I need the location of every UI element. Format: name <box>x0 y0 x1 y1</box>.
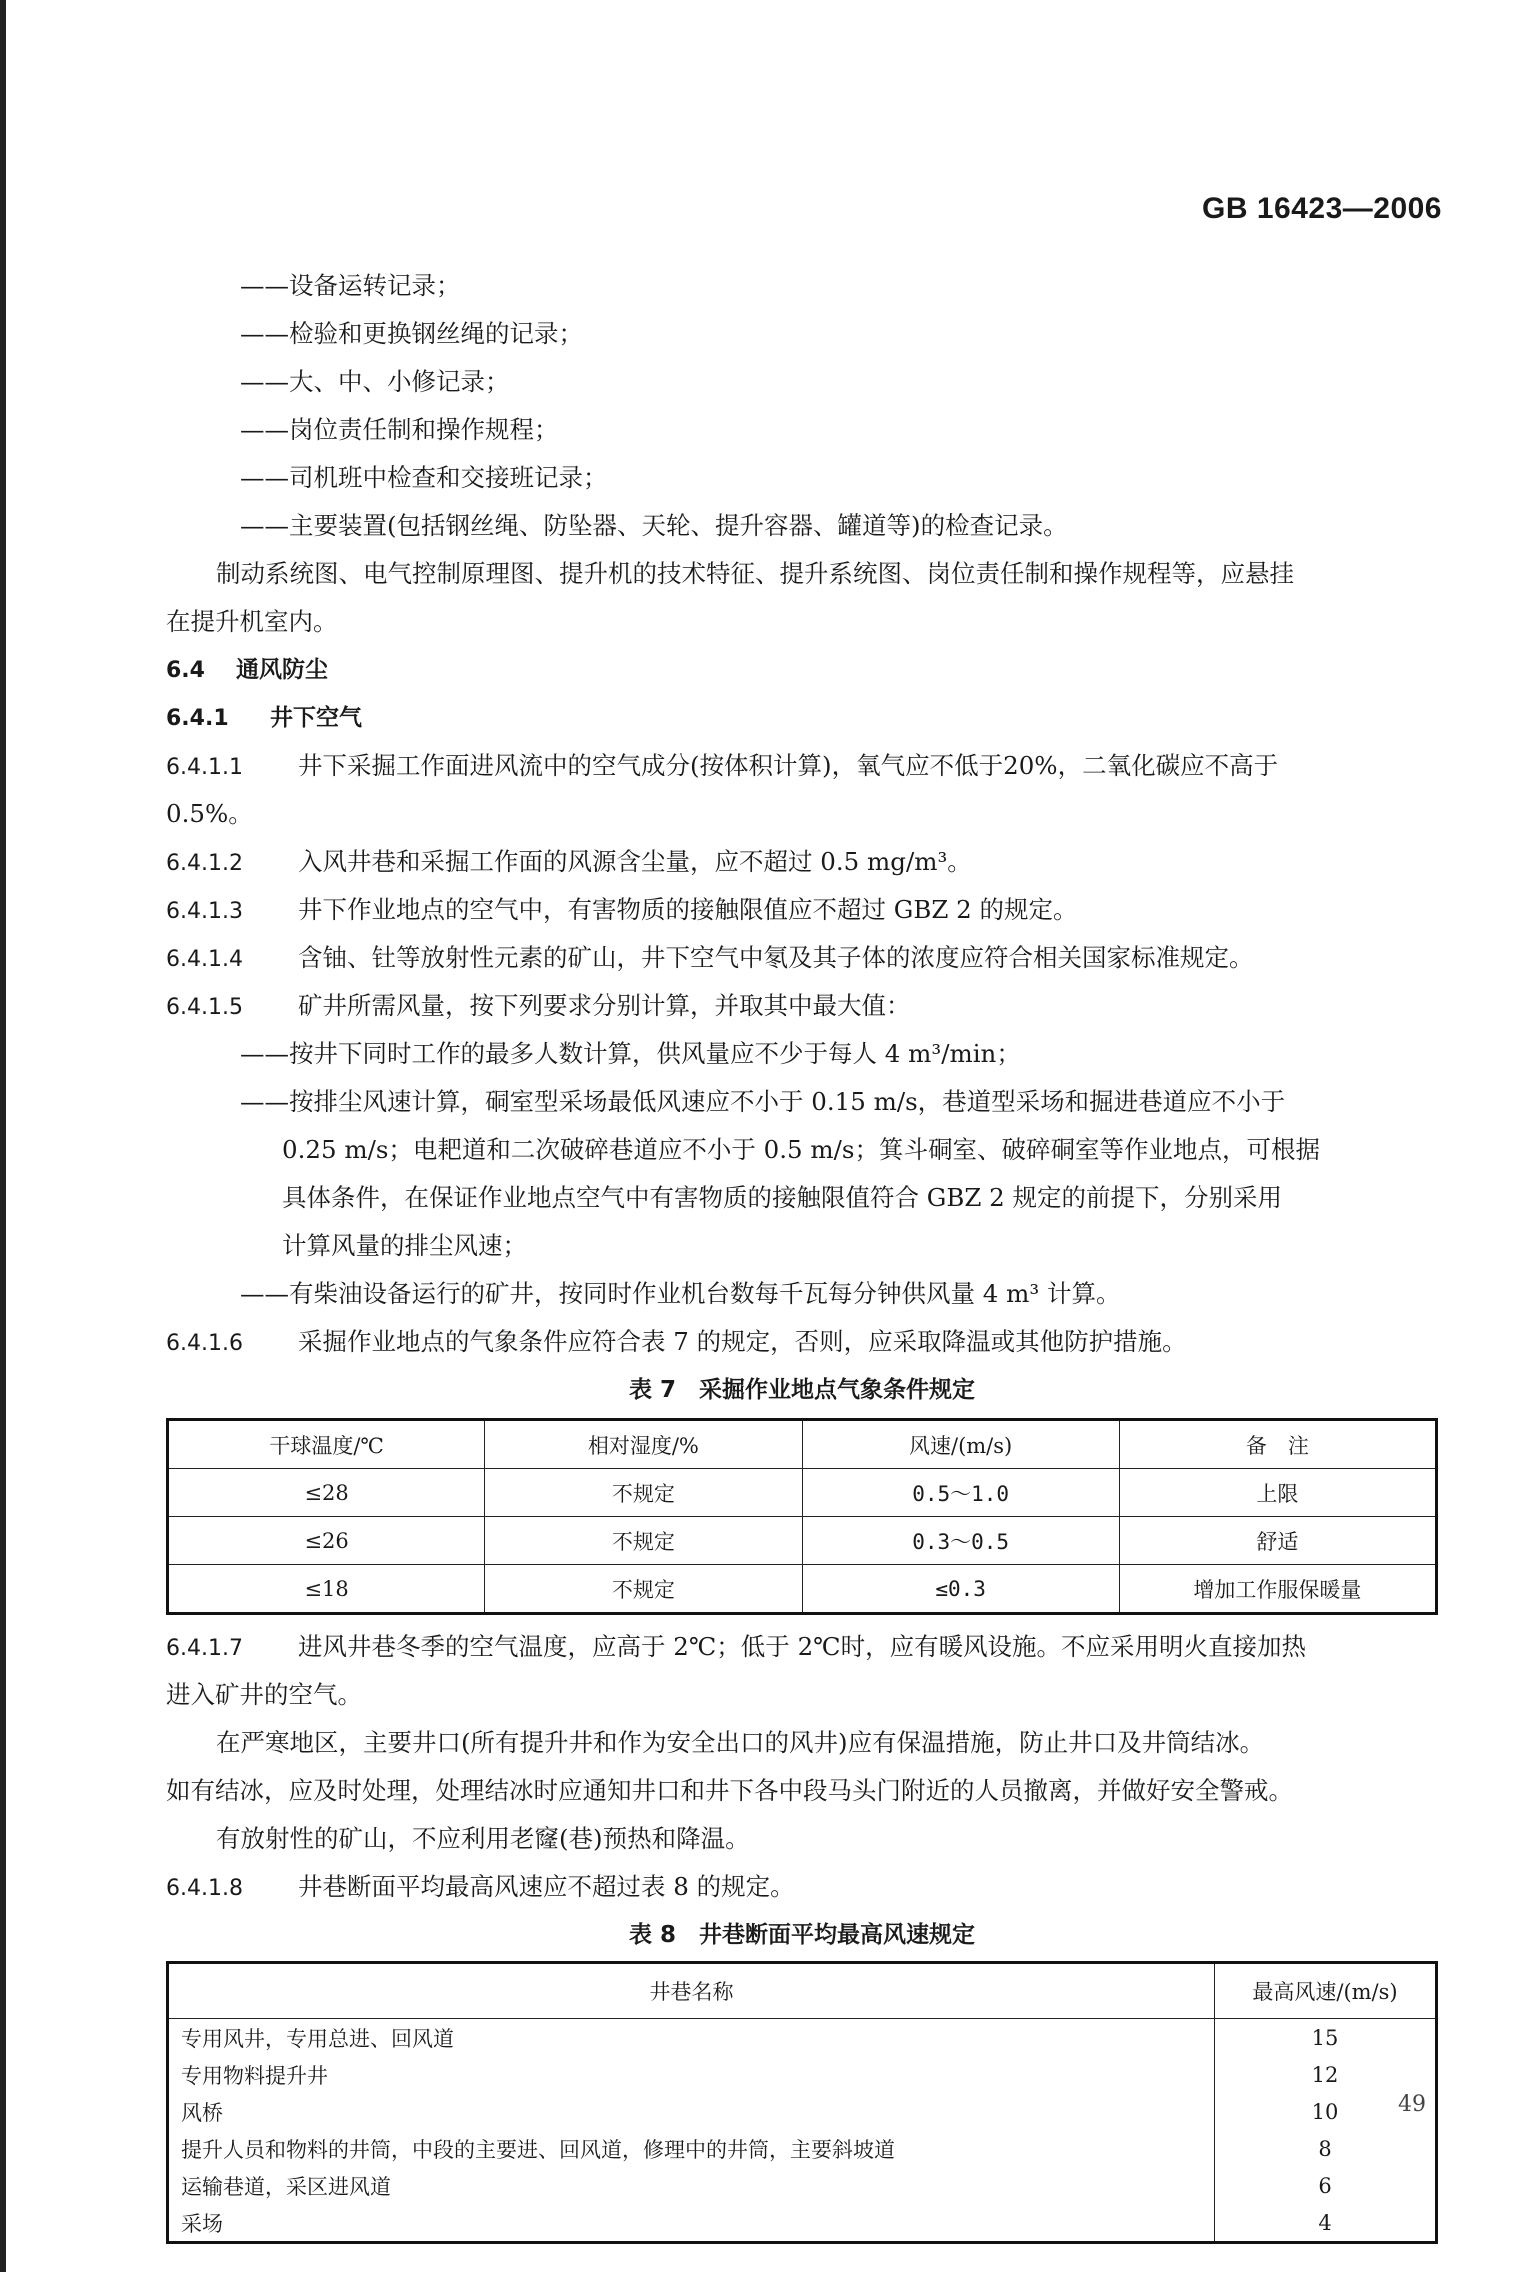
column-header: 风速/(m/s) <box>802 1420 1119 1469</box>
table8 <box>166 1961 1438 2244</box>
list-item: ——有柴油设备运行的矿井，按同时作业机台数每千瓦每分钟供风量 4 m³ 计算。 <box>240 1279 1121 1308</box>
subsection-heading <box>166 694 1438 742</box>
table-cell: 专用物料提升井 <box>168 2056 1215 2093</box>
column-header: 相对湿度/% <box>485 1420 802 1469</box>
table-row <box>168 2093 1437 2130</box>
table-cell: 不规定 <box>485 1469 802 1517</box>
table7 <box>166 1418 1438 1615</box>
table-cell: 不规定 <box>485 1565 802 1614</box>
paragraph-line: 如有结冰，应及时处理，处理结冰时应通知井口和井下各中段马头门附近的人员撤离，并做好安全警戒。 <box>166 1776 1293 1805</box>
page-number: 49 <box>1398 2092 1426 2117</box>
clause-text: 进风井巷冬季的空气温度，应高于 2℃；低于 2℃时，应有暖风设施。不应采用明火直接加热 <box>298 1632 1307 1661</box>
table-cell: 8 <box>1215 2130 1437 2167</box>
clause-text: 采掘作业地点的气象条件应符合表 7 的规定，否则，应采取降温或其他防护措施。 <box>298 1327 1187 1356</box>
table-cell: 4 <box>1215 2204 1437 2243</box>
table-cell: ≤26 <box>168 1517 485 1565</box>
table-cell: 不规定 <box>485 1517 802 1565</box>
clause-number: 6.4.1.7 <box>166 1636 243 1661</box>
table-row <box>168 1469 1437 1517</box>
paragraph-line: 制动系统图、电气控制原理图、提升机的技术特征、提升系统图、岗位责任制和操作规程等，应悬挂 <box>216 559 1294 588</box>
clause <box>166 742 1438 790</box>
clause <box>166 1623 1438 1671</box>
clause-number: 6.4.1.5 <box>166 995 243 1020</box>
table-row <box>168 2019 1437 2057</box>
clause-text: 井下采掘工作面进风流中的空气成分(按体积计算)，氧气应不低于20%，二氧化碳应不高于 <box>298 751 1279 780</box>
table-row <box>168 2130 1437 2167</box>
table-row <box>168 1517 1437 1565</box>
table-row <box>168 2204 1437 2243</box>
table-row <box>168 2167 1437 2204</box>
paragraph-line: 在严寒地区，主要井口(所有提升井和作为安全出口的风井)应有保温措施，防止井口及井筒结冰。 <box>216 1728 1265 1757</box>
table-cell: 上限 <box>1119 1469 1436 1517</box>
subsection-number: 6.4.1 <box>166 706 229 731</box>
table-cell: 运输巷道，采区进风道 <box>168 2167 1215 2204</box>
clause-text: 入风井巷和采掘工作面的风源含尘量，应不超过 0.5 mg/m³。 <box>298 847 972 876</box>
list-item: ——岗位责任制和操作规程； <box>240 415 559 444</box>
clause-number: 6.4.1.6 <box>166 1331 243 1356</box>
section-number: 6.4 <box>166 658 205 683</box>
section-title: 通风防尘 <box>236 657 328 683</box>
clause <box>166 838 1438 886</box>
list-item: ——设备运转记录； <box>240 271 461 300</box>
table-cell: 风桥 <box>168 2093 1215 2130</box>
clause <box>166 1318 1438 1366</box>
clause-number: 6.4.1.1 <box>166 755 243 780</box>
clause-number: 6.4.1.8 <box>166 1876 243 1901</box>
list-item-continuation: 计算风量的排尘风速； <box>282 1231 527 1260</box>
table-cell: 15 <box>1215 2019 1437 2057</box>
column-header: 干球温度/℃ <box>168 1420 485 1469</box>
list-item: ——司机班中检查和交接班记录； <box>240 463 608 492</box>
list-item: ——检验和更换钢丝绳的记录； <box>240 319 583 348</box>
table-cell: 提升人员和物料的井筒，中段的主要进、回风道，修理中的井筒，主要斜坡道 <box>168 2130 1215 2167</box>
table-cell: 10 <box>1215 2093 1437 2130</box>
clause-number: 6.4.1.3 <box>166 899 243 924</box>
list-item: ——大、中、小修记录； <box>240 367 510 396</box>
paragraph-line: 在提升机室内。 <box>166 607 338 636</box>
page-content <box>166 262 1438 2244</box>
clause-continuation: 进入矿井的空气。 <box>166 1680 362 1709</box>
standard-code: GB 16423—2006 <box>1202 192 1442 225</box>
table-cell: 专用风井，专用总进、回风道 <box>168 2019 1215 2057</box>
clause-text: 井下作业地点的空气中，有害物质的接触限值应不超过 GBZ 2 的规定。 <box>298 895 1078 924</box>
clause-continuation: 0.5%。 <box>166 799 253 828</box>
clause-text: 含铀、钍等放射性元素的矿山，井下空气中氡及其子体的浓度应符合相关国家标准规定。 <box>298 943 1254 972</box>
list-item: ——主要装置(包括钢丝绳、防坠器、天轮、提升容器、罐道等)的检查记录。 <box>240 511 1068 540</box>
list-item-continuation: 0.25 m/s；电耙道和二次破碎巷道应不小于 0.5 m/s；箕斗硐室、破碎硐室等作业地点，可根据 <box>282 1135 1320 1164</box>
paragraph-line: 有放射性的矿山，不应利用老窿(巷)预热和降温。 <box>216 1824 750 1853</box>
clause-text: 井巷断面平均最高风速应不超过表 8 的规定。 <box>298 1872 795 1901</box>
table-cell: ≤28 <box>168 1469 485 1517</box>
table-cell: 0.5～1.0 <box>802 1469 1119 1517</box>
clause <box>166 934 1438 982</box>
table7-title: 表 7 采掘作业地点气象条件规定 <box>628 1377 975 1403</box>
list-item: ——按排尘风速计算，硐室型采场最低风速应不小于 0.15 m/s，巷道型采场和掘进巷道应不小于 <box>240 1087 1286 1116</box>
column-header: 井巷名称 <box>168 1963 1215 2019</box>
table-cell: 舒适 <box>1119 1517 1436 1565</box>
column-header: 最高风速/(m/s) <box>1215 1963 1437 2019</box>
table-cell: 0.3～0.5 <box>802 1517 1119 1565</box>
table-cell: 采场 <box>168 2204 1215 2243</box>
table-cell: 12 <box>1215 2056 1437 2093</box>
table-cell: 6 <box>1215 2167 1437 2204</box>
clause-text: 矿井所需风量，按下列要求分别计算，并取其中最大值： <box>298 991 911 1020</box>
clause <box>166 886 1438 934</box>
table-cell: 增加工作服保暖量 <box>1119 1565 1436 1614</box>
section-heading <box>166 646 1438 694</box>
list-item-continuation: 具体条件，在保证作业地点空气中有害物质的接触限值符合 GBZ 2 规定的前提下，分别采用 <box>282 1183 1283 1212</box>
clause-number: 6.4.1.4 <box>166 947 243 972</box>
table8-title: 表 8 井巷断面平均最高风速规定 <box>628 1922 975 1948</box>
clause <box>166 1863 1438 1911</box>
clause <box>166 982 1438 1030</box>
column-header: 备 注 <box>1119 1420 1436 1469</box>
table-cell: ≤0.3 <box>802 1565 1119 1614</box>
list-item: ——按井下同时工作的最多人数计算，供风量应不少于每人 4 m³/min； <box>240 1039 1021 1068</box>
subsection-title: 井下空气 <box>270 705 362 731</box>
table-header-row <box>168 1963 1437 2019</box>
table-row <box>168 1565 1437 1614</box>
table-row <box>168 2056 1437 2093</box>
clause-number: 6.4.1.2 <box>166 851 243 876</box>
table-cell: ≤18 <box>168 1565 485 1614</box>
table-header-row <box>168 1420 1437 1469</box>
